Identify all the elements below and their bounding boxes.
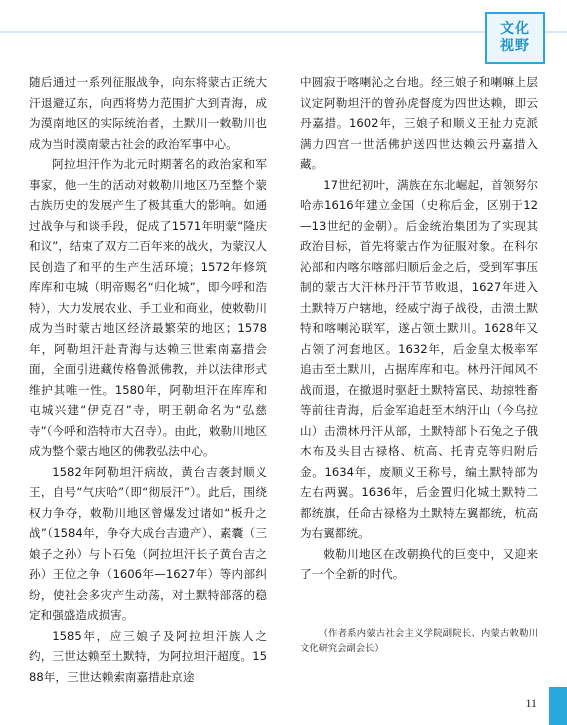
author-note: （作者系内蒙古社会主义学院副院长、内蒙古敕勒川文化研究会副会长）: [300, 628, 538, 654]
page-number: 11: [525, 696, 537, 710]
paragraph-continuation: 中圆寂于喀喇沁之台地。经三娘子和喇嘛上层议定阿勒坦汗的曾孙虎督度为四世达赖，即云丹嘉措。1602年，三娘子和顺义王扯力克派满力四宫一世活佛护送四世达赖云丹嘉措入藏。: [300, 75, 538, 171]
paragraph-continuation: 随后通过一系列征服战争，向东将蒙古正统大汗退避辽东，向西将势力范围扩大到青海，成为漠南地区的实际统治者，土默川一敕勒川也成为当时漠南蒙古社会的政治军事中心。: [29, 75, 267, 151]
header-rule: [0, 31, 567, 33]
right-column: [300, 72, 538, 585]
section-badge: [485, 12, 545, 64]
badge-line-1: 文化: [500, 21, 530, 37]
paragraph: 1582年阿勒坦汗病故，黄台吉袭封顺义王，自号“气庆哈”（即“彻辰汗”）。此后，围绕权力争夺，敕勒川地区曾爆发过诸如“板升之战”（1584年，争夺大成台吉遗产）、素囊（三娘子之孙）与卜石兔（阿拉坦汗长子黄台吉之孙）王位之争（1606年—1627年）等内部纠纷，使社会多灾产生动荡，对土默特部落的稳定和强盛造成损害。: [29, 464, 267, 622]
left-column: [29, 72, 267, 687]
corner-tab: [549, 687, 567, 725]
paragraph: 阿拉坦汗作为北元时期著名的政治家和军事家，他一生的活动对敕勒川地区乃至整个蒙古族历史的发展产生了极其重大的影响。如通过战争与和谈手段，促成了1571年明蒙“隆庆和议”，结束了双方二百年来的战火，为蒙汉人民创造了和平的生产生活环境；1572年修筑库库和屯城（明帝赐名“归化城”，即今呼和浩特），大力发展农业、手工业和商业，使敕勒川成为当时蒙古地区经济最繁荣的地区；1578年，阿勒坦汗赴青海与达赖三世索南嘉措会面，全面引进藏传格鲁派佛教，并以法律形式维护其唯一性。1580年，阿勒坦汗在库库和屯城兴建“伊克召”寺，明王朝命名为“弘慈寺”（今呼和浩特市大召寺）。由此，敕勒川地区成为整个蒙古地区的佛教弘法中心。: [29, 157, 267, 458]
badge-line-2: 视野: [500, 38, 530, 54]
paragraph: 敕勒川地区在改朝换代的巨变中，又迎来了一个全新的时代。: [300, 546, 538, 581]
paragraph: 17世纪初叶，满族在东北崛起，首领努尔哈赤1616年建立金国（史称后金，区别于12—13世纪的金朝）。后金统治集团为了实现其政治目标，首先将蒙古作为征服对象。在科尔沁部和内喀尔喀部归顺后金之后，受到军事压制的蒙古大汗林丹汗节节败退，1627年进入土默特万户辖地，经威宁海子战役，击溃土默特和喀喇沁联军，遂占领土默川。1628年又占领了河套地区。1632年，后金皇太极率军追击至土默川，占据库库和屯。林丹汗闻风不战而退，在撤退时驱赶土默特富民、劫掠牲畜等前往青海，后金军追赶至木纳汗山（今乌拉山）击溃林丹汗从部，土默特部卜石兔之子俄木布及头目古禄格、杭高、托青克等归附后金。1634年，废顺义王称号，编土默特部为左右两翼。1636年，后金置归化城土默特二都统旗，任命古禄格为土默特左翼都统，杭高为右翼都统。: [300, 177, 538, 540]
paragraph: 1585年，应三娘子及阿拉坦汗族人之约，三世达赖至土默特，为阿拉坦汗超度。1588年，三世达赖索南嘉措赴京途: [29, 628, 267, 684]
